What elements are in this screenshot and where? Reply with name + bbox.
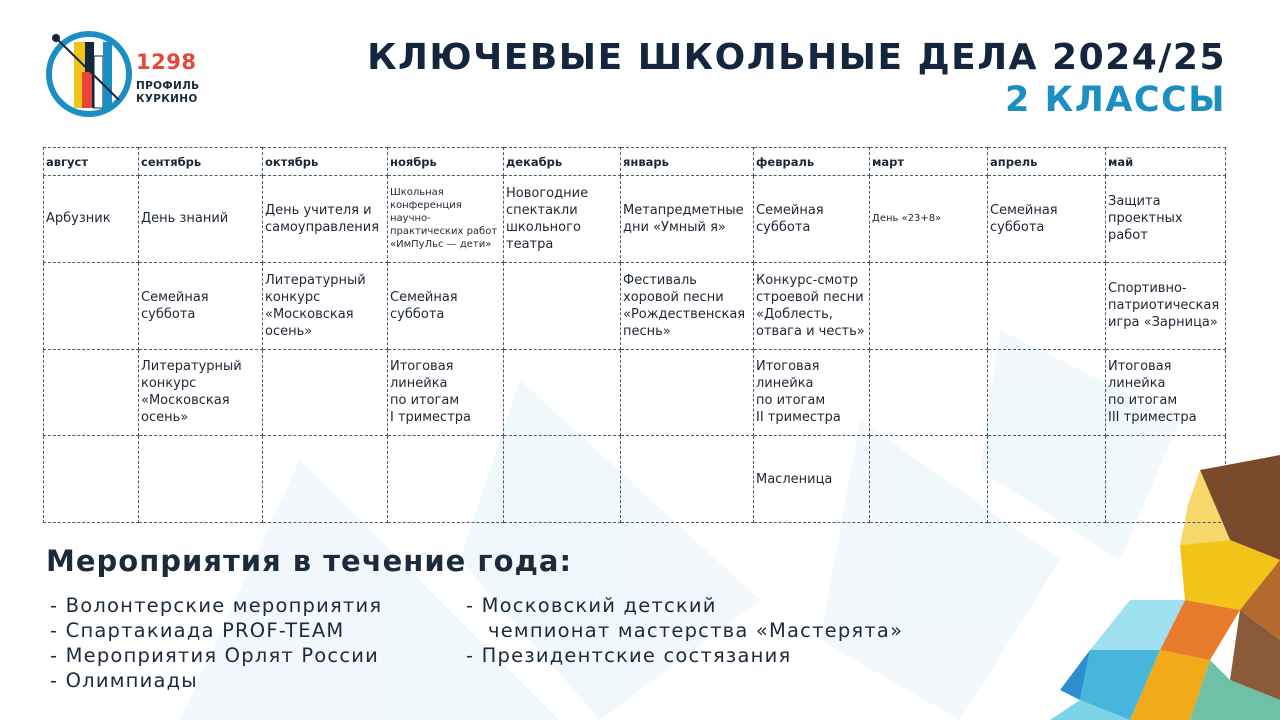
month-header: январь xyxy=(621,148,754,176)
table-cell xyxy=(621,262,754,349)
cell-text: Литературный конкурс «Московская осень» xyxy=(265,272,366,339)
school-logo xyxy=(44,28,204,118)
cell-text: Новогодние спектакли школьного театра xyxy=(506,185,589,252)
cell-text: День учителя и самоуправления xyxy=(265,202,380,235)
event-item: - Президентские состязания xyxy=(466,644,792,667)
event-item: - Олимпиады xyxy=(50,669,198,692)
table-cell xyxy=(388,262,504,349)
month-header: октябрь xyxy=(263,148,388,176)
table-row xyxy=(44,436,1226,523)
cell-text: День знаний xyxy=(141,211,229,227)
table-cell xyxy=(263,176,388,263)
table-cell xyxy=(621,436,754,523)
page-title: КЛЮЧЕВЫЕ ШКОЛЬНЫЕ ДЕЛА 2024/25 xyxy=(367,37,1226,78)
table-cell xyxy=(504,349,621,436)
table-cell xyxy=(754,262,870,349)
table-cell xyxy=(870,349,988,436)
logo-emblem-icon xyxy=(44,28,144,118)
table-cell xyxy=(504,176,621,263)
logo-number: 1298 xyxy=(136,50,197,74)
cell-text: Семейная суббота xyxy=(390,289,458,322)
table-cell xyxy=(1106,262,1226,349)
table-cell xyxy=(870,262,988,349)
month-header: ноябрь xyxy=(388,148,504,176)
table-cell xyxy=(44,176,139,263)
table-cell xyxy=(504,436,621,523)
table-row xyxy=(44,349,1226,436)
event-item: - Спартакиада PROF-TEAM xyxy=(50,619,345,642)
event-item: - Волонтерские мероприятия xyxy=(50,594,383,617)
table-cell xyxy=(139,262,263,349)
cell-text: Метапредметные дни «Умный я» xyxy=(623,202,744,235)
month-header: август xyxy=(44,148,139,176)
cell-text: Итоговая линейка по итогам III триместра xyxy=(1108,359,1197,426)
table-cell xyxy=(988,176,1106,263)
header-row xyxy=(44,148,1226,176)
table-cell xyxy=(1106,176,1226,263)
table-cell xyxy=(988,349,1106,436)
table-cell xyxy=(1106,436,1226,523)
month-header: апрель xyxy=(988,148,1106,176)
table-cell xyxy=(139,349,263,436)
logo-text-line1: ПРОФИЛЬ xyxy=(136,80,200,92)
cell-text: Конкурс-смотр строевой песни «Доблесть, отвага и честь» xyxy=(756,272,865,339)
month-header: февраль xyxy=(754,148,870,176)
page-subtitle: 2 КЛАССЫ xyxy=(1005,80,1226,120)
cell-text: День «23+8» xyxy=(872,213,942,225)
table-cell xyxy=(388,349,504,436)
cell-text: Масленица xyxy=(756,471,833,487)
logo-text-line2: КУРКИНО xyxy=(136,93,198,105)
table-cell xyxy=(621,349,754,436)
event-item: - Московский детский xyxy=(466,594,717,617)
month-header: декабрь xyxy=(504,148,621,176)
table-row xyxy=(44,176,1226,263)
table-cell xyxy=(44,349,139,436)
cell-text: Фестиваль хоровой песни «Рождественская песнь» xyxy=(623,272,746,339)
table-cell xyxy=(988,262,1106,349)
table-cell xyxy=(139,176,263,263)
table-cell xyxy=(44,436,139,523)
cell-text: Семейная суббота xyxy=(990,202,1058,235)
table-row xyxy=(44,262,1226,349)
month-header: сентябрь xyxy=(139,148,263,176)
table-cell xyxy=(263,349,388,436)
cell-text: Школьная конференция научно- практических работ «ИмПуЛьс — дети» xyxy=(390,187,498,251)
table-cell xyxy=(388,176,504,263)
cell-text: Спортивно- патриотическая игра «Зарница» xyxy=(1108,281,1220,331)
cell-text: Семейная суббота xyxy=(756,202,824,235)
table-cell xyxy=(870,436,988,523)
event-item: чемпионат мастерства «Мастерята» xyxy=(488,619,904,642)
cell-text: Семейная суббота xyxy=(141,289,209,322)
table-cell xyxy=(754,436,870,523)
table-cell xyxy=(870,176,988,263)
table-cell xyxy=(988,436,1106,523)
month-header: май xyxy=(1106,148,1226,176)
events-title: Мероприятия в течение года: xyxy=(46,544,573,578)
table-cell xyxy=(263,262,388,349)
cell-text: Литературный конкурс «Московская осень» xyxy=(141,359,242,426)
event-item: - Мероприятия Орлят России xyxy=(50,644,380,667)
cell-text: Защита проектных работ xyxy=(1108,194,1183,244)
table-cell xyxy=(388,436,504,523)
month-header: март xyxy=(870,148,988,176)
table-cell xyxy=(44,262,139,349)
schedule-table xyxy=(43,147,1226,523)
table-cell xyxy=(621,176,754,263)
table-cell xyxy=(139,436,263,523)
table-cell xyxy=(1106,349,1226,436)
cell-text: Итоговая линейка по итогам II триместра xyxy=(756,359,841,426)
table-cell xyxy=(754,176,870,263)
cell-text: Арбузник xyxy=(46,211,111,227)
table-cell xyxy=(754,349,870,436)
table-cell xyxy=(263,436,388,523)
table-cell xyxy=(504,262,621,349)
cell-text: Итоговая линейка по итогам I триместра xyxy=(390,359,471,426)
